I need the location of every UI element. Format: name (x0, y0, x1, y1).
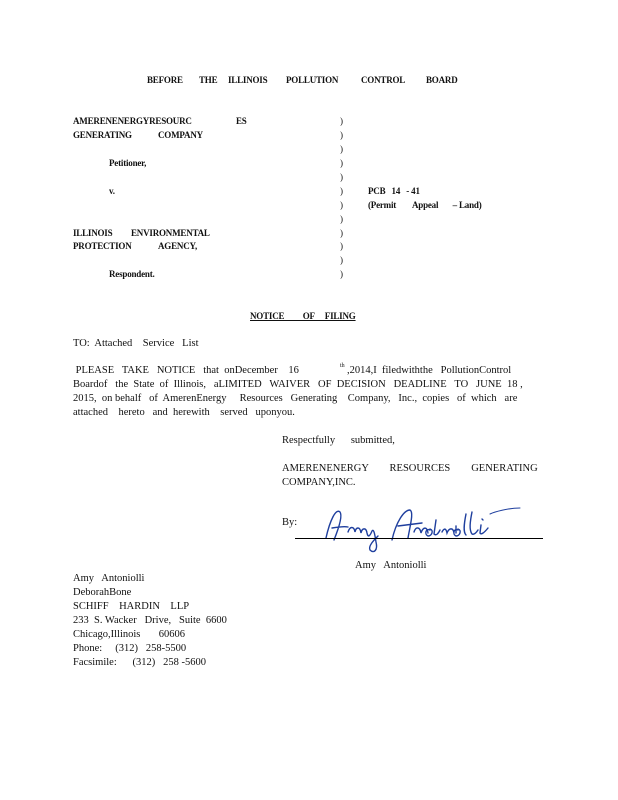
caption-paren: ) (340, 144, 343, 154)
respondent-name-part2: ENVIRONMENTAL (131, 228, 210, 238)
case-number: PCB 14 - 41 (368, 186, 420, 196)
counsel-name-2: DeborahBone (73, 587, 132, 598)
paragraph-line-3: 2015, on behalf of AmerenEnergy Resources Generating Company, Inc., copies of which are (73, 393, 518, 404)
notice-title: NOTICE OF FILING (250, 311, 356, 321)
to-line: TO: Attached Service List (73, 338, 199, 349)
paragraph-superscript: th (340, 363, 345, 369)
heading-word-the: THE (199, 75, 218, 85)
caption-paren: ) (340, 116, 343, 126)
case-type: (Permit Appeal – Land) (368, 200, 482, 210)
counsel-address-1: 233 S. Wacker Drive, Suite 6600 (73, 615, 227, 626)
company-line-1: AMERENENERGY RESOURCES GENERATING (282, 463, 538, 474)
signer-name: Amy Antoniolli (355, 560, 427, 571)
heading-word-before: BEFORE (147, 75, 183, 85)
by-label: By: (282, 517, 298, 528)
caption-paren: ) (340, 255, 343, 265)
paragraph-line-4: attached hereto and herewith served uponyou. (73, 407, 295, 418)
caption-paren: ) (340, 158, 343, 168)
handwritten-signature (318, 500, 528, 556)
respondent-role: Respondent. (109, 269, 155, 279)
petitioner-name-part2: ES (236, 116, 247, 126)
caption-paren: ) (340, 214, 343, 224)
signature-line (295, 538, 543, 539)
paragraph-line-2: Boardof the State of Illinois, aLIMITED WAIVER OF DECISION DEADLINE TO JUNE 18 , (73, 379, 523, 390)
petitioner-name-part3: GENERATING (73, 130, 132, 140)
caption-paren: ) (340, 200, 343, 210)
caption-paren: ) (340, 269, 343, 279)
caption-paren: ) (340, 172, 343, 182)
counsel-phone: Phone: (312) 258-5500 (73, 643, 187, 654)
paragraph-line-1a: PLEASE TAKE NOTICE that onDecember 16 (73, 365, 299, 376)
caption-paren: ) (340, 228, 343, 238)
caption-paren: ) (340, 186, 343, 196)
company-line-2: COMPANY,INC. (282, 477, 356, 488)
counsel-fax: Facsimile: (312) 258 -5600 (73, 657, 206, 668)
respondent-name-part4: AGENCY, (158, 241, 198, 251)
counsel-name-1: Amy Antoniolli (73, 573, 145, 584)
heading-word-illinois: ILLINOIS (228, 75, 268, 85)
heading-word-control: CONTROL (361, 75, 406, 85)
versus-label: v. (109, 186, 115, 196)
closing-text: Respectfully submitted, (282, 435, 395, 446)
caption-paren: ) (340, 241, 343, 251)
petitioner-name-part1: AMERENENERGYRESOURC (73, 116, 192, 126)
paragraph-line-1b: ,2014,I filedwiththe PollutionControl (347, 365, 512, 376)
counsel-firm: SCHIFF HARDIN LLP (73, 601, 190, 612)
petitioner-role: Petitioner, (109, 158, 147, 168)
counsel-address-2: Chicago,Illinois 60606 (73, 629, 185, 640)
respondent-name-part1: ILLINOIS (73, 228, 113, 238)
respondent-name-part3: PROTECTION (73, 241, 132, 251)
caption-paren: ) (340, 130, 343, 140)
heading-word-board: BOARD (426, 75, 458, 85)
heading-word-pollution: POLLUTION (286, 75, 339, 85)
petitioner-name-part4: COMPANY (158, 130, 203, 140)
